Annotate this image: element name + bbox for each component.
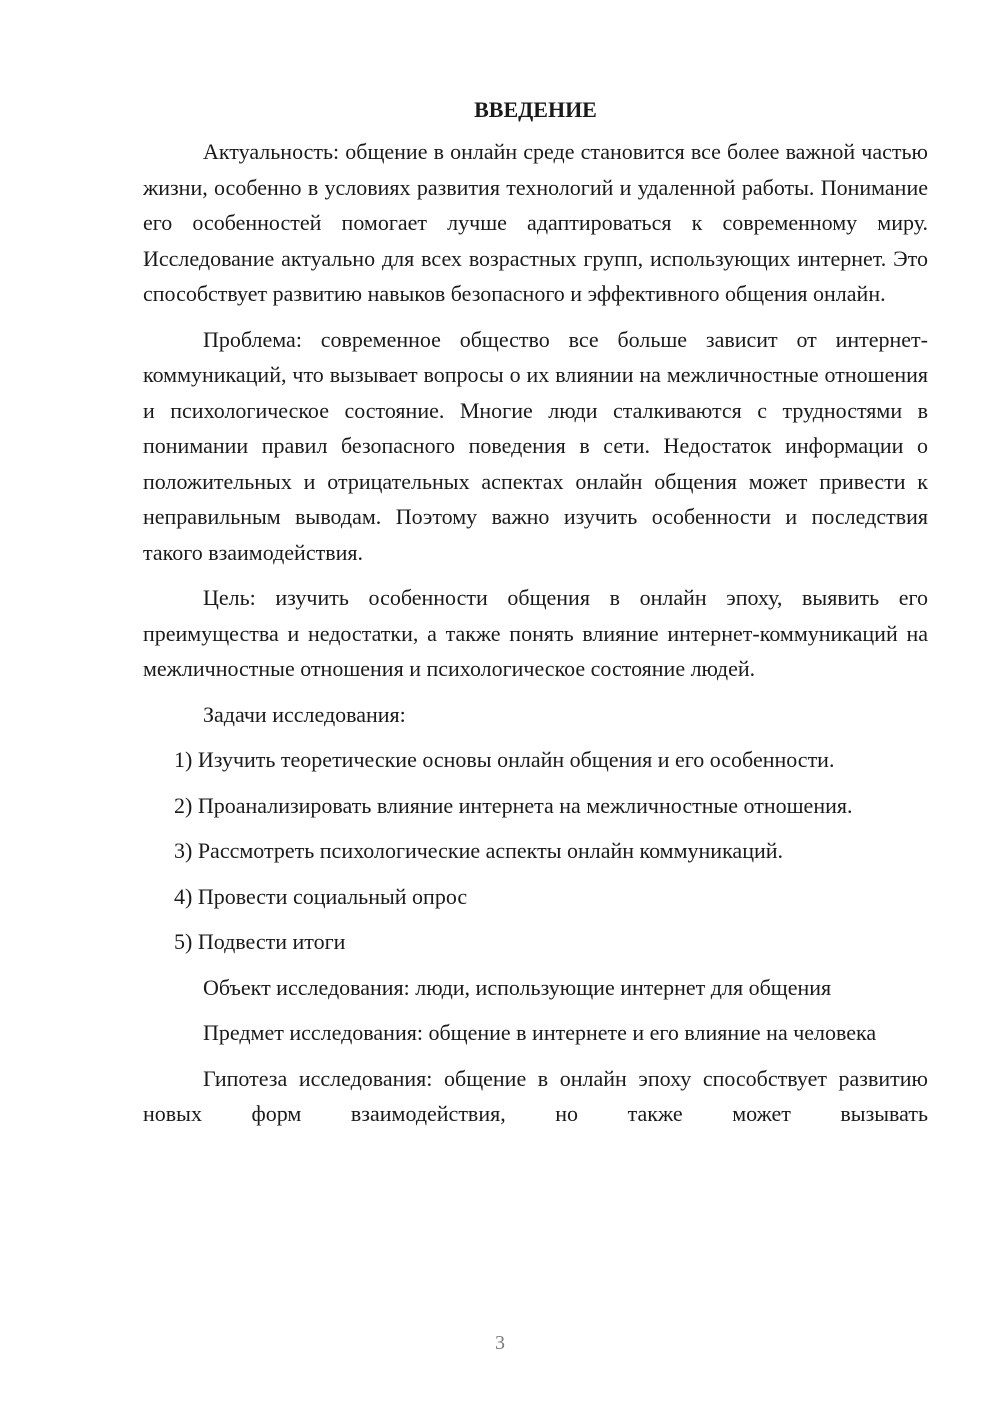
goal-paragraph: Цель: изучить особенности общения в онлайн эпоху, выявить его преимущества и недостатки, а также понять влияние интернет-коммуникаций на межличностные отношения и психологическое состояние людей. <box>143 585 928 681</box>
hypothesis-paragraph: Гипотеза исследования: общение в онлайн эпоху способствует развитию новых форм взаимодействия, но также может вызывать <box>143 1065 928 1126</box>
page-body <box>143 92 928 1132</box>
object-paragraph: Объект исследования: люди, использующие интернет для общения <box>203 974 832 1000</box>
page-title: ВВЕДЕНИЕ <box>474 97 597 122</box>
relevance-paragraph: Актуальность: общение в онлайн среде становится все более важной частью жизни, особенно в условиях развития технологий и удаленной работы. Понимание его особенностей помогает лучше адаптироваться к современному миру. Исследование актуально для всех возрастных групп, использующих интернет. Это способствует развитию навыков безопасного и эффективного общения онлайн. <box>143 139 928 306</box>
task-item-1: 1) Изучить теоретические основы онлайн общения и его особенности. <box>174 747 835 772</box>
subject-paragraph: Предмет исследования: общение в интернете и его влияние на человека <box>203 1020 877 1045</box>
task-item-2: 2) Проанализировать влияние интернета на межличностные отношения. <box>174 792 853 818</box>
task-item-5: 5) Подвести итоги <box>174 929 346 954</box>
page-number: 3 <box>495 1332 505 1354</box>
task-item-4: 4) Провести социальный опрос <box>174 883 468 909</box>
tasks-heading: Задачи исследования: <box>203 701 406 727</box>
task-item-3: 3) Рассмотреть психологические аспекты онлайн коммуникаций. <box>174 838 784 863</box>
problem-paragraph: Проблема: современное общество все больше зависит от интернет-коммуникаций, что вызывает вопросы о их влиянии на межличностные отношения и психологическое состояние. Многие люди сталкиваются с трудностями в понимании правил безопасного поведения в сети. Недостаток информации о положительных и отрицательных аспектах онлайн общения может привести к неправильным выводам. Поэтому важно изучить особенности и последствия такого взаимодействия. <box>143 326 928 565</box>
